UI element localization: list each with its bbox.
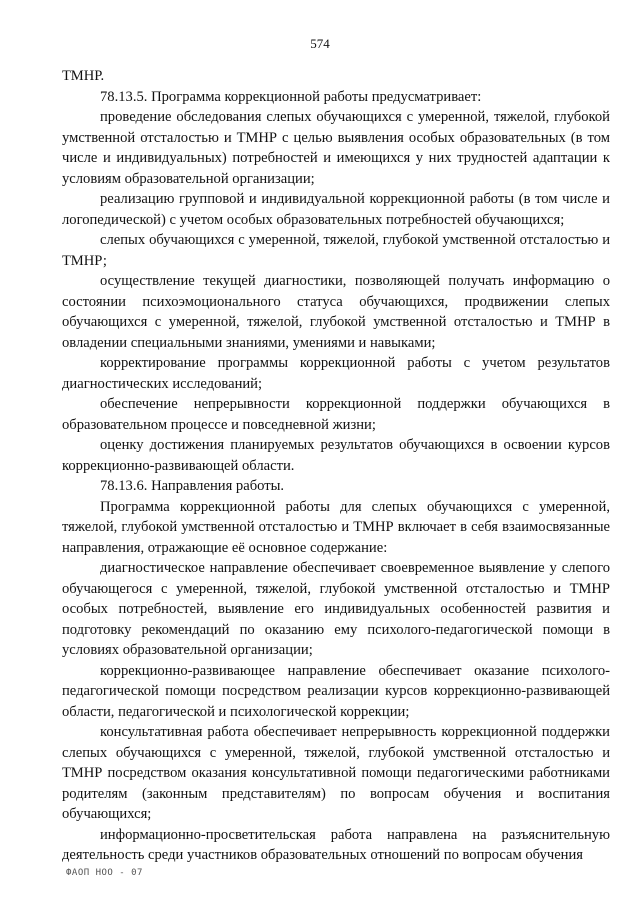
paragraph: ТМНР.	[62, 68, 105, 84]
paragraph: 78.13.5. Программа коррекционной работы предусматривает:	[100, 88, 482, 105]
paragraph: слепых обучающихся с умеренной, тяжелой, глубокой умственной отсталостью и ТМНР;	[62, 232, 610, 269]
page-number: 574	[310, 36, 330, 51]
paragraph: осуществление текущей диагностики, позволяющей получать информацию о состоянии психоэмоционального статуса обучающихся, продвижении слепых обучающихся с умеренной, тяжелой, глубокой умственной отсталостью и ТМНР в овладении специальными знаниями, умениями и навыками;	[62, 273, 610, 351]
footer-code: ФАОП НОО - 07	[66, 868, 143, 878]
paragraph: корректирование программы коррекционной работы с учетом результатов диагностических исследований;	[62, 355, 610, 392]
paragraph: диагностическое направление обеспечивает своевременное выявление у слепого обучающегося с умеренной, тяжелой, глубокой умственной отсталостью и ТМНР особых потребностей, выявление его индивидуальных особенностей развития и подготовку рекомендаций по оказанию ему психолого-педагогической помощи в условиях образовательной организации;	[62, 560, 610, 658]
paragraph: Программа коррекционной работы для слепых обучающихся с умеренной, тяжелой, глубокой умственной отсталостью и ТМНР включает в себя взаимосвязанные направления, отражающие её основное содержание:	[62, 498, 610, 556]
document-body	[62, 66, 610, 866]
paragraph: 78.13.6. Направления работы.	[100, 478, 285, 494]
paragraph: информационно-просветительская работа направлена на разъяснительную деятельность среди участников образовательных отношений по вопросам обучения	[62, 826, 610, 863]
paragraph: коррекционно-развивающее направление обеспечивает оказание психолого-педагогической помощи посредством реализации курсов коррекционно-развивающей области, педагогической и психологической коррекции;	[62, 662, 610, 720]
paragraph: реализацию групповой и индивидуальной коррекционной работы (в том числе и логопедической) с учетом особых образовательных потребностей обучающихся;	[62, 191, 610, 228]
paragraph: консультативная работа обеспечивает непрерывность коррекционной поддержки слепых обучающихся с умеренной, тяжелой, глубокой умственной отсталостью и ТМНР посредством оказания консультативной помощи педагогическими работниками родителям (законным представителям) по вопросам обучения и воспитания обучающихся;	[62, 724, 610, 822]
paragraph: оценку достижения планируемых результатов обучающихся в освоении курсов коррекционно-развивающей области.	[62, 437, 610, 474]
paragraph: обеспечение непрерывности коррекционной поддержки обучающихся в образовательном процессе и повседневной жизни;	[62, 396, 610, 433]
paragraph: проведение обследования слепых обучающихся с умеренной, тяжелой, глубокой умственной отсталостью и ТМНР с целью выявления особых образовательных (в том числе и индивидуальных) потребностей и имеющихся у них трудностей адаптации к условиям образовательной организации;	[62, 109, 610, 187]
